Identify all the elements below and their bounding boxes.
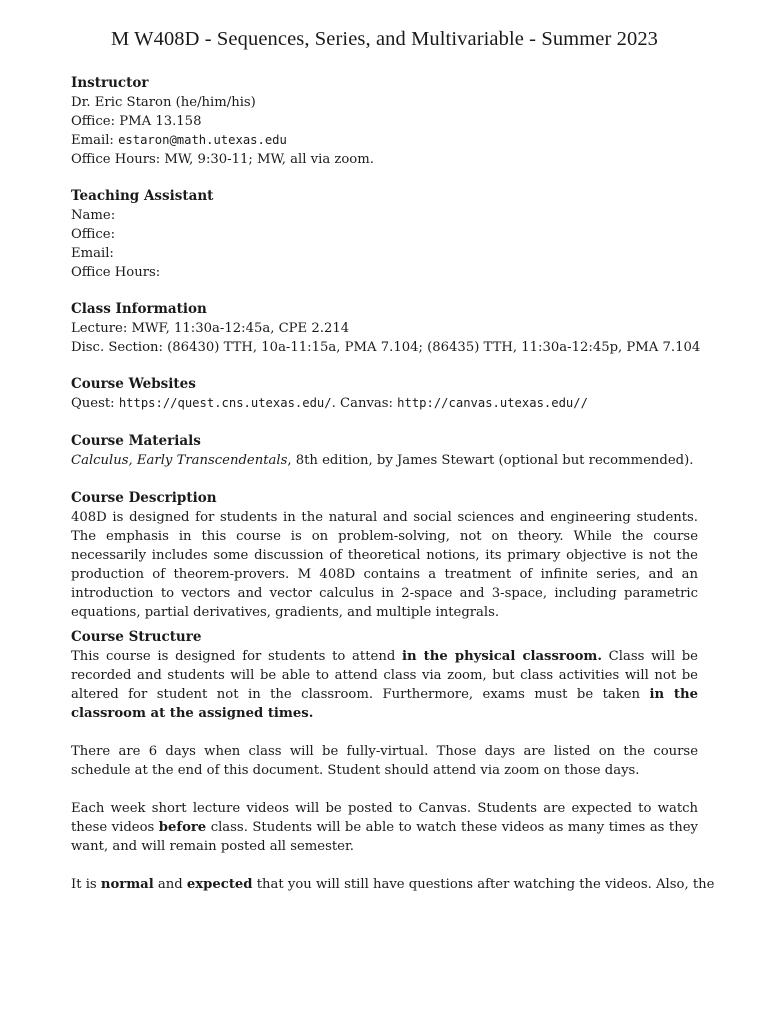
discussion-line: Disc. Section: (86430) TTH, 10a-11:15a, PMA 7.104; (86435) TTH, 11:30a-12:45p, PMA 7.104 — [71, 340, 701, 355]
syllabus-page — [71, 24, 715, 894]
ta-heading: Teaching Assistant — [71, 188, 214, 204]
instructor-name: Dr. Eric Staron (he/him/his) — [71, 95, 256, 110]
structure-section — [71, 628, 715, 894]
instructor-section — [71, 74, 698, 169]
structure-p4-text-e: that you will still have questions after watching the videos. Also, the — [252, 877, 715, 892]
class-info-section — [71, 300, 701, 357]
structure-p3-text-c: class. Students will be able to watch these videos as many times as they want, and will remain posted all semester. — [71, 820, 698, 854]
materials-section — [71, 432, 698, 470]
instructor-office: Office: PMA 13.158 — [71, 114, 202, 129]
document-title: M W408D - Sequences, Series, and Multivariable - Summer 2023 — [110, 28, 659, 50]
instructor-email[interactable]: estaron@math.utexas.edu — [118, 133, 287, 147]
class-info-heading: Class Information — [71, 301, 207, 317]
structure-p4-text-c: and — [153, 877, 187, 892]
websites-section — [71, 375, 698, 413]
structure-p1-emphasis-exams: in the classroom at the assigned times. — [71, 687, 698, 721]
instructor-heading: Instructor — [71, 75, 149, 91]
structure-paragraph-3 — [71, 799, 698, 856]
structure-p1-emphasis-classroom: in the physical classroom. — [401, 649, 602, 664]
instructor-email-line — [71, 131, 698, 150]
ta-section — [71, 187, 698, 282]
structure-p4-emphasis-expected: expected — [186, 877, 253, 892]
quest-link[interactable]: https://quest.cns.utexas.edu/ — [118, 396, 332, 410]
canvas-label: . Canvas: — [331, 396, 398, 411]
description-section — [71, 489, 698, 622]
description-text: 408D is designed for students in the natural and social sciences and engineering students. The emphasis in this course is on problem-solving, not on theory. While the course necessarily includes some discussion of theoretical notions, its primary objective is not the production of theorem-provers. M 408D contains a treatment of infinite series, and an introduction to vectors and vector calculus in 2-space and 3-space, including parametric equations, partial derivatives, gradients, and multiple integrals. — [71, 510, 698, 620]
websites-heading: Course Websites — [71, 376, 196, 392]
textbook-title: Calculus, Early Transcendentals — [71, 453, 288, 468]
materials-heading: Course Materials — [71, 433, 201, 449]
structure-p3-text-a: Each week short lecture videos will be posted to Canvas. Students are expected to watch these videos — [71, 801, 698, 835]
instructor-email-label: Email: — [71, 133, 119, 148]
structure-p4-text-a: It is — [71, 877, 101, 892]
structure-paragraph-4 — [71, 875, 715, 894]
ta-office: Office: — [71, 227, 116, 242]
ta-email: Email: — [71, 246, 114, 261]
instructor-office-hours: Office Hours: MW, 9:30-11; MW, all via zoom. — [71, 152, 374, 167]
materials-line — [71, 451, 698, 470]
structure-p3-emphasis-before: before — [158, 820, 207, 835]
textbook-details: , 8th edition, by James Stewart (optional but recommended). — [287, 453, 694, 468]
canvas-link[interactable]: http://canvas.utexas.edu// — [397, 396, 588, 410]
structure-heading: Course Structure — [71, 629, 202, 645]
structure-p1-text-c: Class will be recorded and students will be able to attend class via zoom, but class activities will not be altered for student not in the classroom. Furthermore, exams must be taken — [71, 649, 698, 702]
structure-p1-text-a: This course is designed for students to attend — [71, 649, 402, 664]
ta-office-hours: Office Hours: — [71, 265, 161, 280]
structure-paragraph-2: There are 6 days when class will be fully-virtual. Those days are listed on the course schedule at the end of this document. Student should attend via zoom on those days. — [71, 744, 698, 778]
websites-line — [71, 394, 698, 413]
lecture-line: Lecture: MWF, 11:30a-12:45a, CPE 2.214 — [71, 321, 350, 336]
structure-paragraph-1 — [71, 647, 698, 723]
structure-p4-emphasis-normal: normal — [100, 877, 154, 892]
ta-name: Name: — [71, 208, 116, 223]
quest-label: Quest: — [71, 396, 119, 411]
description-heading: Course Description — [71, 490, 217, 506]
